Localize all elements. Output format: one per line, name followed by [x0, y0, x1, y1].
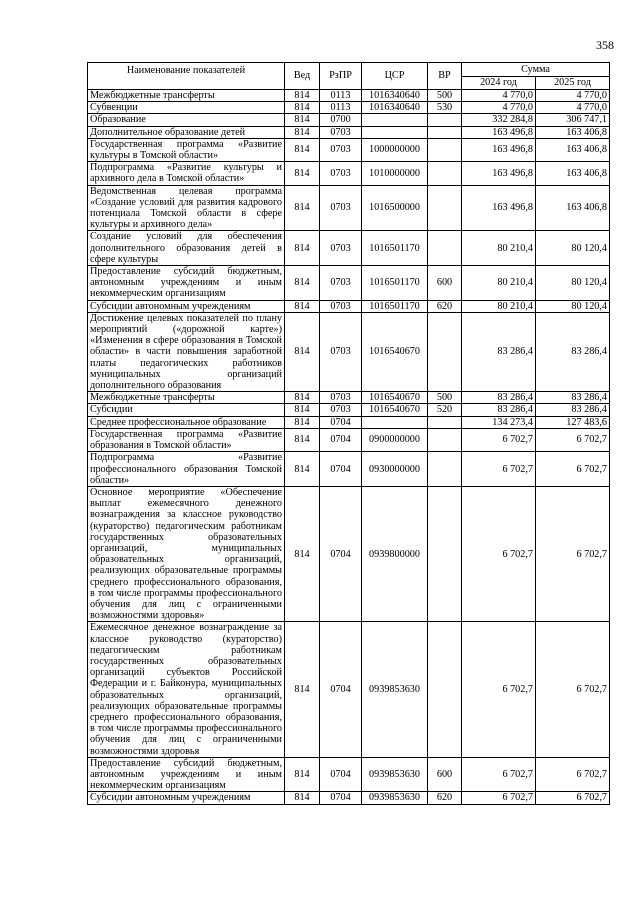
table-row [88, 622, 610, 757]
row-ved: 814 [285, 102, 320, 114]
row-name: Основное мероприятие «Обеспечение выплат ежемесячного денежного вознаграждения за классное руководство (кураторство) педагогическим работникам государственных образовательных организаций, муниципальных образовательных организаций, реализующих образовательные программы среднего профессионального образования, в том числе программы профессионального обучения для лиц с ограниченными возможностями здоровья» [88, 486, 285, 621]
row-csr: 1016340640 [362, 102, 428, 114]
table-row [88, 185, 610, 231]
row-ved: 814 [285, 126, 320, 138]
row-ved: 814 [285, 404, 320, 416]
row-vr: 520 [428, 404, 462, 416]
row-csr: 1016501170 [362, 231, 428, 266]
row-ved: 814 [285, 392, 320, 404]
row-ved: 814 [285, 792, 320, 804]
row-csr: 1016501170 [362, 266, 428, 301]
row-vr: 620 [428, 792, 462, 804]
row-csr: 0939800000 [362, 486, 428, 621]
row-vr: 500 [428, 392, 462, 404]
row-vr: 600 [428, 757, 462, 792]
row-rzpr: 0113 [320, 102, 362, 114]
header-vr: ВР [428, 63, 462, 90]
row-vr: 530 [428, 102, 462, 114]
row-ved: 814 [285, 312, 320, 391]
row-sum-2025: 6 702,7 [536, 757, 610, 792]
header-csr: ЦСР [362, 63, 428, 90]
header-rzpr: РзПР [320, 63, 362, 90]
row-ved: 814 [285, 138, 320, 161]
header-year-2024: 2024 год [462, 77, 536, 90]
row-name: Образование [88, 114, 285, 126]
budget-table [87, 62, 610, 805]
row-vr [428, 486, 462, 621]
header-sum: Сумма [462, 63, 610, 77]
row-name: Подпрограмма «Развитие профессионального образования Томской области» [88, 452, 285, 487]
row-sum-2025: 163 406,8 [536, 162, 610, 185]
row-sum-2025: 6 702,7 [536, 792, 610, 804]
row-sum-2024: 80 210,4 [462, 266, 536, 301]
row-vr [428, 416, 462, 428]
table-row [88, 300, 610, 312]
row-csr: 0939853630 [362, 792, 428, 804]
row-sum-2025: 163 406,8 [536, 138, 610, 161]
row-sum-2025: 163 406,8 [536, 185, 610, 231]
row-rzpr: 0704 [320, 622, 362, 757]
row-ved: 814 [285, 185, 320, 231]
table-row [88, 404, 610, 416]
row-sum-2024: 163 496,8 [462, 185, 536, 231]
page-number: 358 [596, 38, 614, 52]
table-row [88, 162, 610, 185]
row-name: Субвенции [88, 102, 285, 114]
table-row [88, 266, 610, 301]
row-sum-2025: 83 286,4 [536, 312, 610, 391]
row-vr [428, 114, 462, 126]
row-sum-2024: 6 702,7 [462, 486, 536, 621]
table-row [88, 90, 610, 102]
table-row [88, 392, 610, 404]
row-sum-2024: 6 702,7 [462, 792, 536, 804]
row-csr: 0939853630 [362, 757, 428, 792]
row-sum-2024: 332 284,8 [462, 114, 536, 126]
row-csr [362, 416, 428, 428]
table-row [88, 231, 610, 266]
row-ved: 814 [285, 231, 320, 266]
row-sum-2025: 80 120,4 [536, 266, 610, 301]
row-sum-2025: 163 406,8 [536, 126, 610, 138]
row-csr: 1016540670 [362, 404, 428, 416]
row-sum-2024: 4 770,0 [462, 102, 536, 114]
row-name: Государственная программа «Развитие культуры в Томской области» [88, 138, 285, 161]
row-rzpr: 0703 [320, 185, 362, 231]
row-sum-2024: 6 702,7 [462, 622, 536, 757]
table-row [88, 114, 610, 126]
row-csr: 0939853630 [362, 622, 428, 757]
row-ved: 814 [285, 162, 320, 185]
row-sum-2024: 163 496,8 [462, 138, 536, 161]
row-name: Подпрограмма «Развитие культуры и архивного дела в Томской области» [88, 162, 285, 185]
row-name: Достижение целевых показателей по плану мероприятий («дорожной карте») «Изменения в сфере образования в Томской области» в части повышения заработной платы педагогических работников муниципальных организаций дополнительного образования [88, 312, 285, 391]
row-name: Субсидии автономным учреждениям [88, 792, 285, 804]
row-rzpr: 0704 [320, 486, 362, 621]
row-ved: 814 [285, 300, 320, 312]
header-year-2025: 2025 год [536, 77, 610, 90]
row-sum-2025: 80 120,4 [536, 300, 610, 312]
row-rzpr: 0703 [320, 126, 362, 138]
row-name: Предоставление субсидий бюджетным, автономным учреждениям и иным некоммерческим организациям [88, 266, 285, 301]
row-vr [428, 185, 462, 231]
row-rzpr: 0700 [320, 114, 362, 126]
row-name: Дополнительное образование детей [88, 126, 285, 138]
row-csr: 1016500000 [362, 185, 428, 231]
row-name: Межбюджетные трансферты [88, 90, 285, 102]
row-sum-2025: 6 702,7 [536, 486, 610, 621]
row-csr: 1010000000 [362, 162, 428, 185]
row-name: Ведомственная целевая программа «Создание условий для развития кадрового потенциала Томской области в сфере культуры и архивного дела» [88, 185, 285, 231]
table-row [88, 138, 610, 161]
row-rzpr: 0704 [320, 416, 362, 428]
row-sum-2025: 4 770,0 [536, 90, 610, 102]
row-sum-2025: 127 483,6 [536, 416, 610, 428]
row-rzpr: 0703 [320, 162, 362, 185]
table-row [88, 416, 610, 428]
row-csr: 1000000000 [362, 138, 428, 161]
row-ved: 814 [285, 266, 320, 301]
row-vr [428, 622, 462, 757]
row-ved: 814 [285, 622, 320, 757]
row-rzpr: 0113 [320, 90, 362, 102]
row-csr: 1016340640 [362, 90, 428, 102]
row-ved: 814 [285, 90, 320, 102]
row-sum-2025: 6 702,7 [536, 452, 610, 487]
row-sum-2025: 306 747,1 [536, 114, 610, 126]
row-name: Межбюджетные трансферты [88, 392, 285, 404]
row-vr [428, 126, 462, 138]
row-vr: 600 [428, 266, 462, 301]
row-sum-2024: 163 496,8 [462, 162, 536, 185]
row-sum-2025: 83 286,4 [536, 404, 610, 416]
row-name: Предоставление субсидий бюджетным, автономным учреждениям и иным некоммерческим организациям [88, 757, 285, 792]
table-row [88, 312, 610, 391]
row-sum-2025: 6 702,7 [536, 428, 610, 451]
row-rzpr: 0703 [320, 266, 362, 301]
table-row [88, 428, 610, 451]
row-vr: 500 [428, 90, 462, 102]
table-row [88, 452, 610, 487]
row-vr [428, 231, 462, 266]
row-rzpr: 0704 [320, 428, 362, 451]
row-rzpr: 0703 [320, 300, 362, 312]
row-sum-2024: 6 702,7 [462, 428, 536, 451]
table-row [88, 792, 610, 804]
row-name: Создание условий для обеспечения дополнительного образования детей в сфере культуры [88, 231, 285, 266]
row-rzpr: 0703 [320, 231, 362, 266]
row-csr: 0930000000 [362, 452, 428, 487]
row-rzpr: 0704 [320, 452, 362, 487]
row-vr [428, 312, 462, 391]
table-row [88, 102, 610, 114]
row-sum-2024: 6 702,7 [462, 757, 536, 792]
row-rzpr: 0703 [320, 404, 362, 416]
row-sum-2024: 80 210,4 [462, 300, 536, 312]
row-rzpr: 0703 [320, 312, 362, 391]
row-ved: 814 [285, 114, 320, 126]
header-ved: Вед [285, 63, 320, 90]
row-csr: 1016501170 [362, 300, 428, 312]
row-vr [428, 162, 462, 185]
row-sum-2024: 4 770,0 [462, 90, 536, 102]
row-ved: 814 [285, 452, 320, 487]
row-csr: 1016540670 [362, 392, 428, 404]
row-sum-2025: 4 770,0 [536, 102, 610, 114]
row-sum-2025: 6 702,7 [536, 622, 610, 757]
table-row [88, 486, 610, 621]
table-header [88, 63, 610, 90]
row-sum-2024: 83 286,4 [462, 404, 536, 416]
row-sum-2024: 83 286,4 [462, 392, 536, 404]
row-name: Среднее профессиональное образование [88, 416, 285, 428]
row-sum-2025: 83 286,4 [536, 392, 610, 404]
row-sum-2024: 80 210,4 [462, 231, 536, 266]
row-vr [428, 138, 462, 161]
row-vr: 620 [428, 300, 462, 312]
row-ved: 814 [285, 416, 320, 428]
row-sum-2024: 134 273,4 [462, 416, 536, 428]
row-csr [362, 126, 428, 138]
row-rzpr: 0704 [320, 792, 362, 804]
row-sum-2025: 80 120,4 [536, 231, 610, 266]
row-csr [362, 114, 428, 126]
row-vr [428, 428, 462, 451]
row-name: Ежемесячное денежное вознаграждение за классное руководство (кураторство) педагогическим работникам государственных образовательных организаций субъектов Российской Федерации и г. Байконура, муниципальных образовательных организаций, реализующих образовательные программы среднего профессионального образования, в том числе программы профессионального обучения для лиц с ограниченными возможностями здоровья [88, 622, 285, 757]
row-sum-2024: 6 702,7 [462, 452, 536, 487]
row-ved: 814 [285, 486, 320, 621]
row-rzpr: 0703 [320, 392, 362, 404]
row-name: Субсидии [88, 404, 285, 416]
row-ved: 814 [285, 428, 320, 451]
row-sum-2024: 163 496,8 [462, 126, 536, 138]
row-name: Государственная программа «Развитие образования в Томской области» [88, 428, 285, 451]
table-body [88, 90, 610, 805]
row-vr [428, 452, 462, 487]
row-rzpr: 0703 [320, 138, 362, 161]
table-row [88, 757, 610, 792]
row-csr: 1016540670 [362, 312, 428, 391]
header-name: Наименование показателей [88, 63, 285, 90]
row-sum-2024: 83 286,4 [462, 312, 536, 391]
table-row [88, 126, 610, 138]
row-ved: 814 [285, 757, 320, 792]
row-name: Субсидии автономным учреждениям [88, 300, 285, 312]
row-rzpr: 0704 [320, 757, 362, 792]
row-csr: 0900000000 [362, 428, 428, 451]
